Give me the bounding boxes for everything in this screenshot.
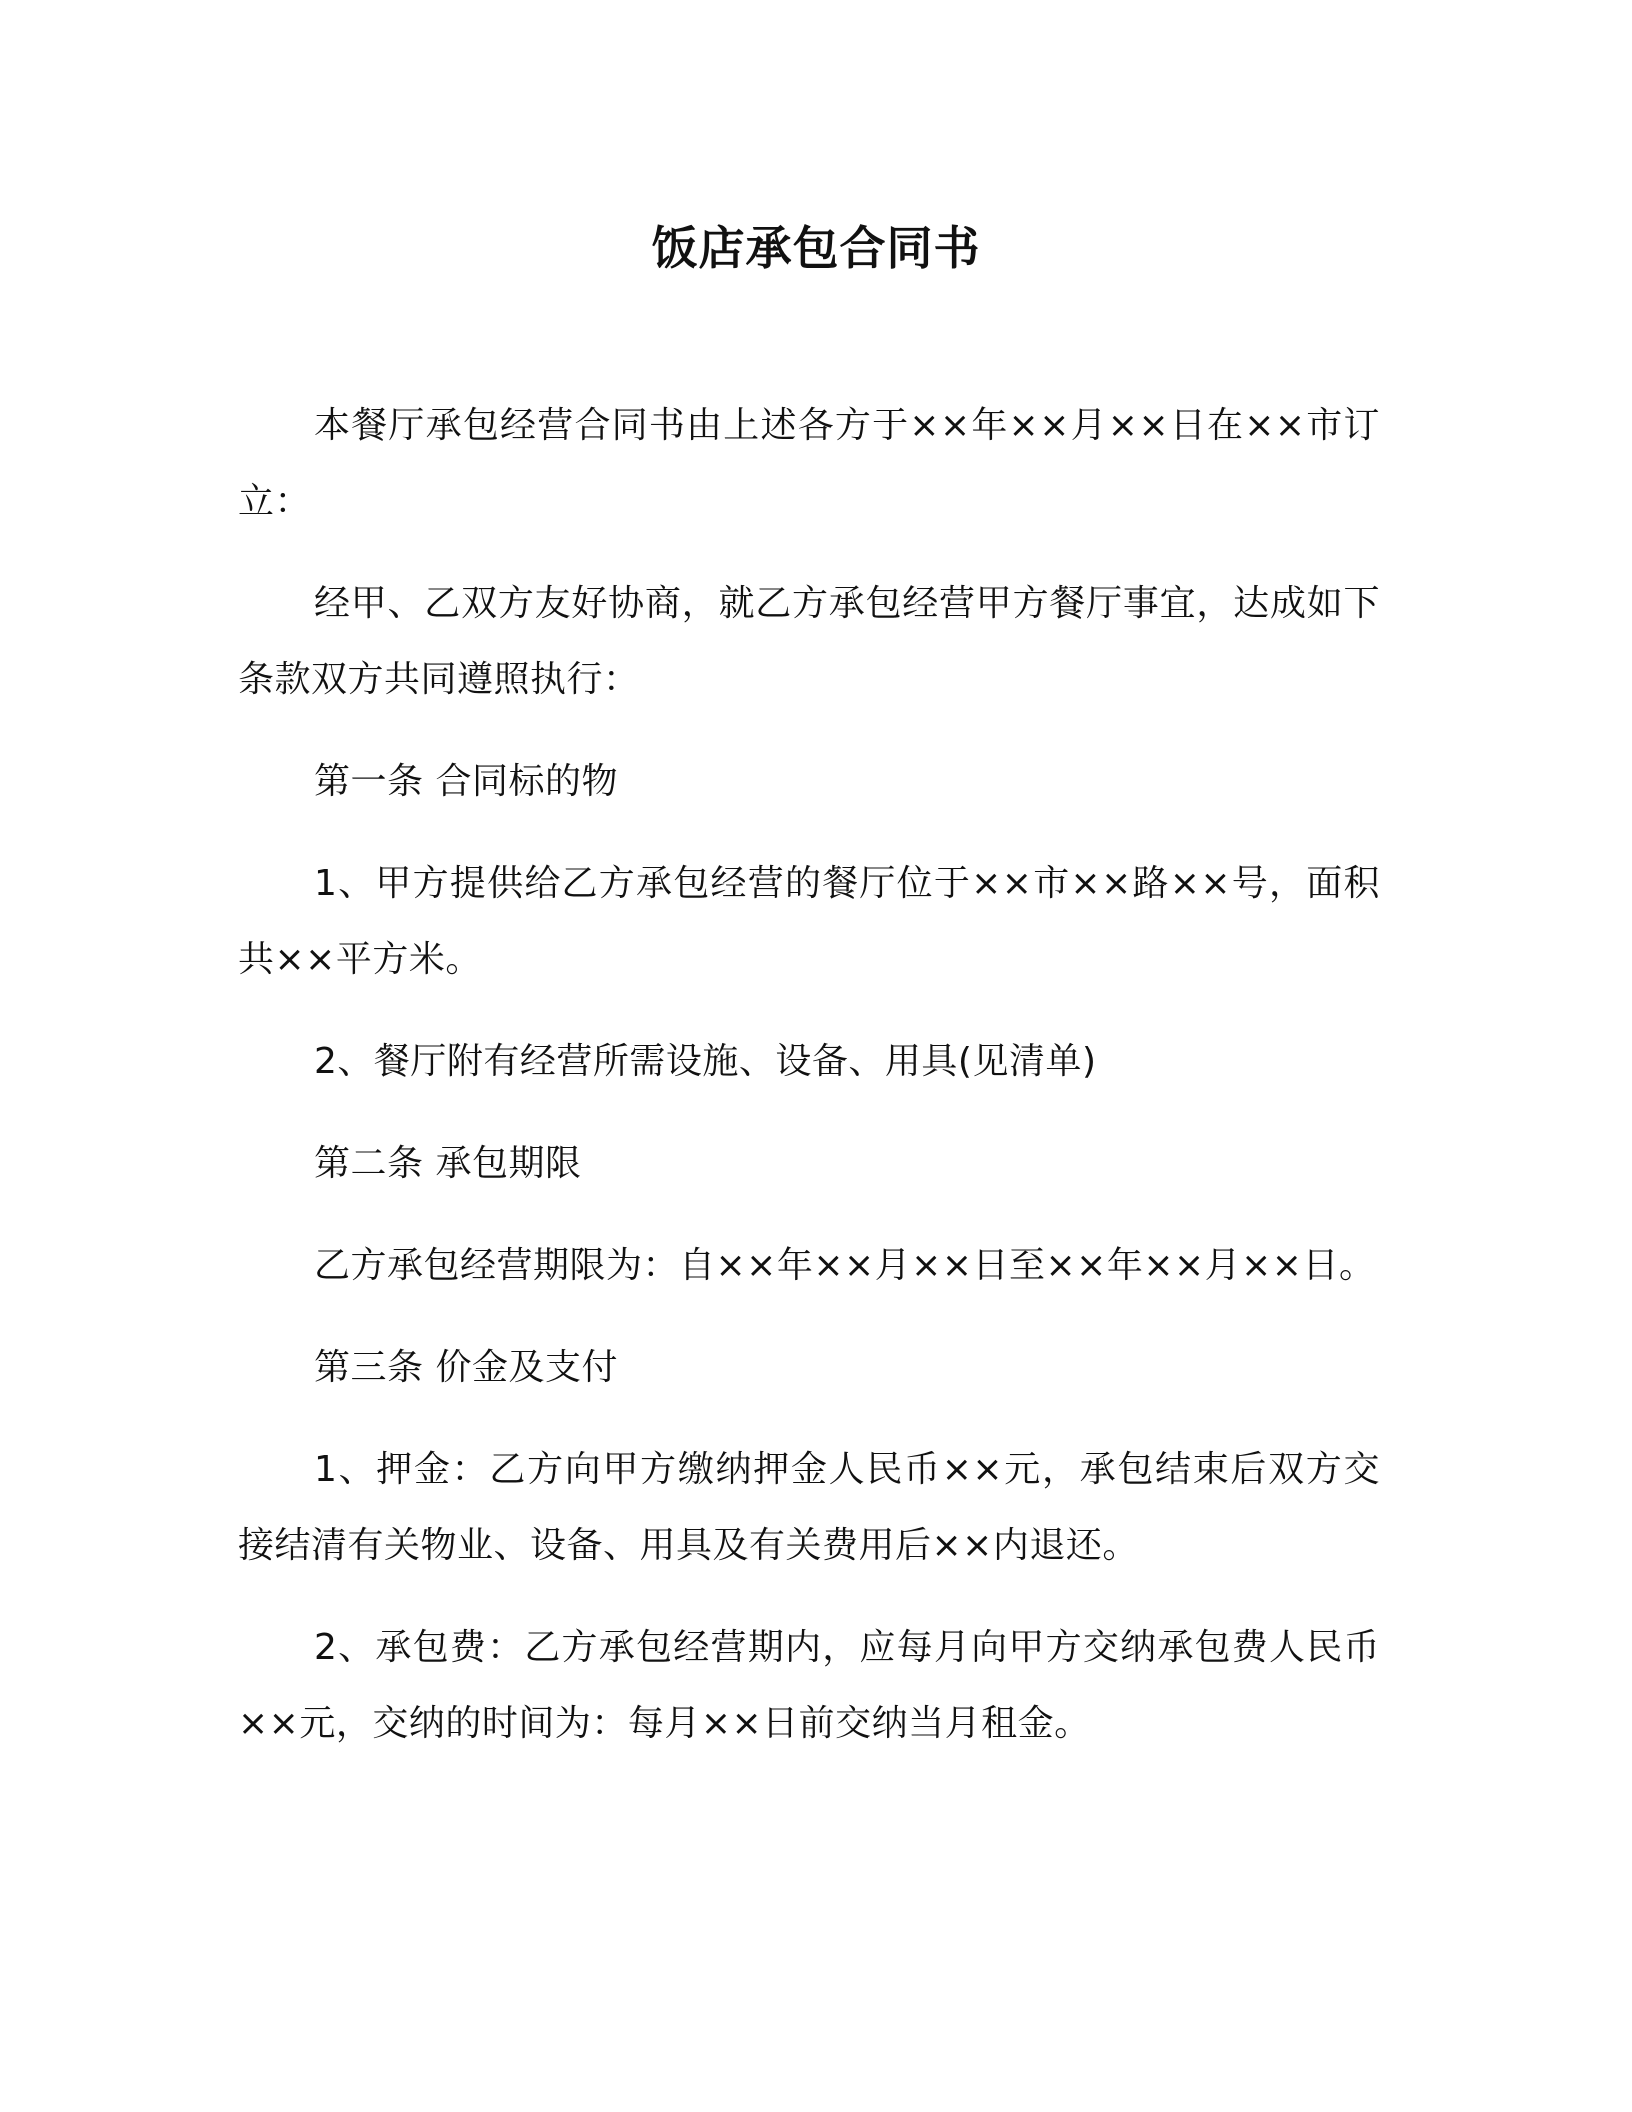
paragraph-agreement: 经甲、乙双方友好协商，就乙方承包经营甲方餐厅事宜，达成如下条款双方共同遵照执行：: [238, 583, 1380, 700]
article-1-clause-1: 1、甲方提供给乙方承包经营的餐厅位于××市××路××号，面积共××平方米。: [238, 863, 1380, 980]
document-body: [238, 388, 1380, 1788]
article-3-clause-2: 2、承包费：乙方承包经营期内，应每月向甲方交纳承包费人民币××元，交纳的时间为：每月××日前交纳当月租金。: [238, 1627, 1380, 1744]
paragraph-intro: 本餐厅承包经营合同书由上述各方于××年××月××日在××市订立：: [238, 405, 1380, 522]
article-1-clause-2: 2、餐厅附有经营所需设施、设备、用具(见清单): [314, 1041, 1097, 1082]
article-2-term: 乙方承包经营期限为：自××年××月××日至××年××月××日。: [314, 1245, 1376, 1286]
article-1-heading: 第一条 合同标的物: [314, 761, 618, 802]
article-3-clause-1: 1、押金：乙方向甲方缴纳押金人民币××元，承包结束后双方交接结清有关物业、设备、用具及有关费用后××内退还。: [238, 1449, 1380, 1566]
article-2-heading: 第二条 承包期限: [314, 1143, 582, 1184]
article-3-heading: 第三条 价金及支付: [314, 1347, 618, 1388]
document-title: 饭店承包合同书: [651, 221, 981, 275]
